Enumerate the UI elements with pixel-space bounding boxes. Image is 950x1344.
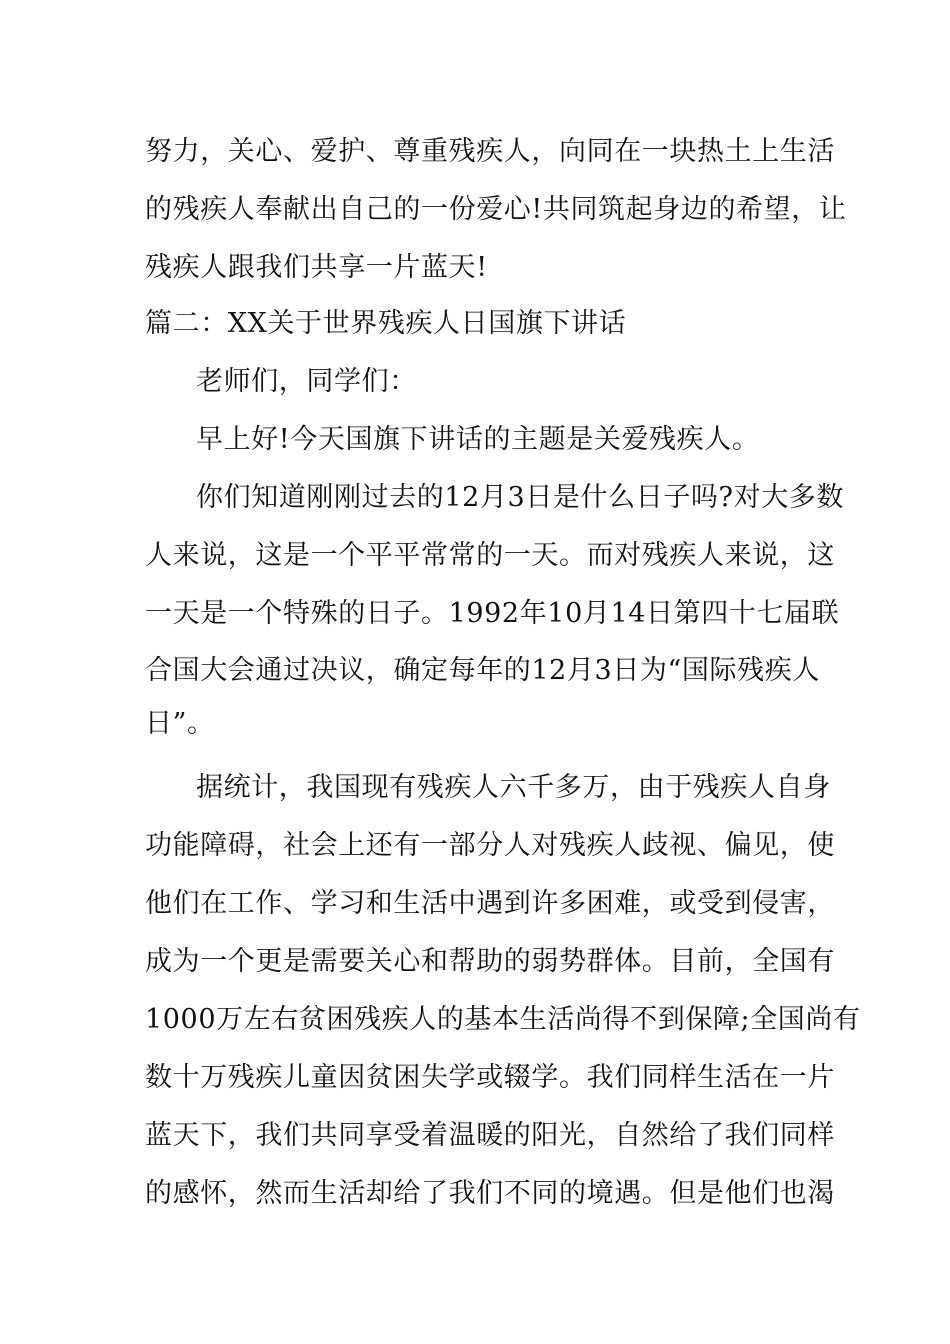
- paragraph-line: 据统计，我国现有残疾人六千多万，由于残疾人自身: [196, 772, 831, 803]
- paragraph-line: 的感怀，然而生活却给了我们不同的境遇。但是他们也渴: [145, 1178, 835, 1209]
- paragraph-line: 人来说，这是一个平平常常的一天。而对残疾人来说，这: [145, 540, 835, 571]
- paragraph-line: 蓝天下，我们共同享受着温暖的阳光，自然给了我们同样: [145, 1120, 835, 1151]
- paragraph-line: 你们知道刚刚过去的12月3日是什么日子吗?对大多数: [196, 482, 845, 513]
- paragraph-line: 努力，关心、爱护、尊重残疾人，向同在一块热土上生活: [145, 136, 835, 167]
- paragraph-line: 合国大会通过决议，确定每年的12月3日为“国际残疾人: [145, 655, 820, 686]
- paragraph-line: 日”。: [145, 708, 215, 739]
- paragraph-line: 残疾人跟我们共享一片蓝天!: [145, 252, 488, 283]
- paragraph-line: 的残疾人奉献出自己的一份爱心!共同筑起身边的希望，让: [145, 194, 847, 225]
- paragraph-line: 一天是一个特殊的日子。1992年10月14日第四十七届联: [145, 598, 840, 629]
- paragraph-line: 数十万残疾儿童因贫困失学或辍学。我们同样生活在一片: [145, 1062, 835, 1093]
- section-heading: 篇二：XX关于世界残疾人日国旗下讲话: [145, 308, 627, 339]
- paragraph-line: 功能障碍，社会上还有一部分人对残疾人歧视、偏见，使: [145, 830, 835, 861]
- paragraph-line: 他们在工作、学习和生活中遇到许多困难，或受到侵害，: [145, 888, 835, 919]
- paragraph-line: 1000万左右贫困残疾人的基本生活尚得不到保障;全国尚有: [145, 1004, 861, 1035]
- paragraph-line: 早上好!今天国旗下讲话的主题是关爱残疾人。: [196, 424, 760, 455]
- greeting-line: 老师们，同学们：: [196, 366, 417, 397]
- paragraph-line: 成为一个更是需要关心和帮助的弱势群体。目前，全国有: [145, 946, 835, 977]
